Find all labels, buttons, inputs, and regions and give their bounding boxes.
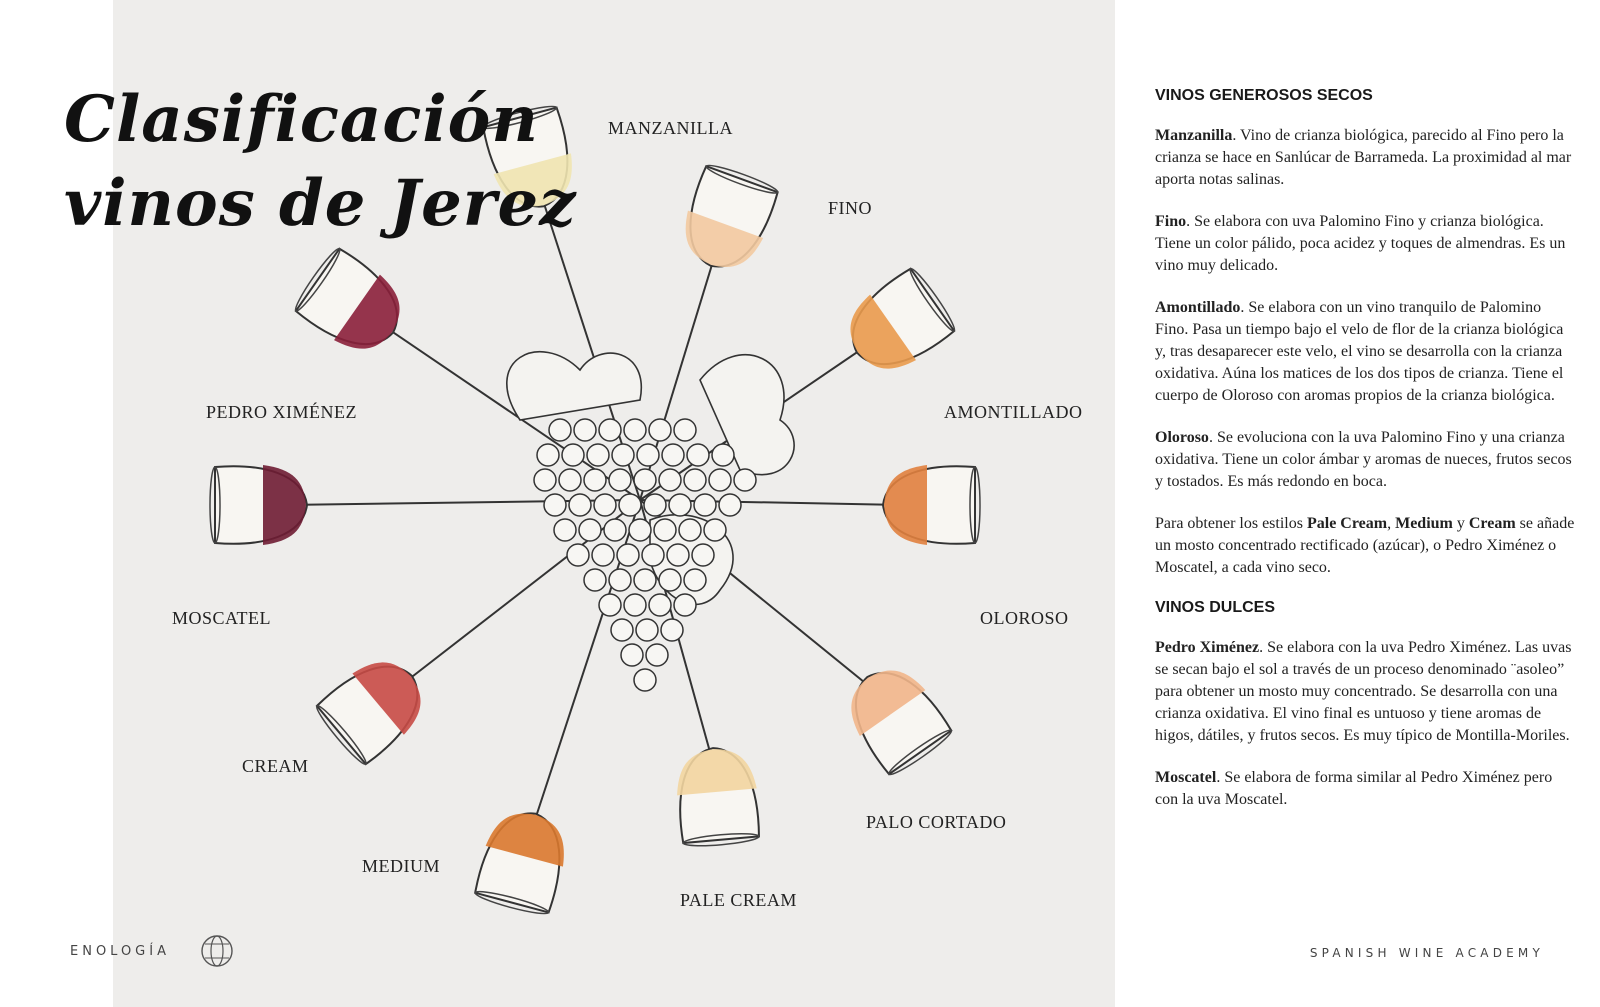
grape — [694, 494, 716, 516]
grape — [662, 444, 684, 466]
label-cream: CREAM — [242, 756, 309, 776]
entry-manzanilla: Manzanilla. Vino de crianza biológica, parecido al Fino pero la crianza se hace en Sanlúcar de Barrameda. La proximidad al mar aporta notas salinas. — [1155, 127, 1572, 188]
grape — [637, 444, 659, 466]
stem-cream — [395, 500, 640, 690]
grape — [534, 469, 556, 491]
grape — [649, 594, 671, 616]
grape — [544, 494, 566, 516]
label-pedro-ximenez: PEDRO XIMÉNEZ — [206, 402, 357, 422]
grape — [642, 544, 664, 566]
grape — [599, 419, 621, 441]
grape — [712, 444, 734, 466]
grape — [584, 469, 606, 491]
entry-moscatel: Moscatel. Se elabora de forma similar al Pedro Ximénez pero con la uva Moscatel. — [1155, 769, 1553, 808]
grape — [654, 519, 676, 541]
grape — [584, 569, 606, 591]
heading-sweet-wines: VINOS DULCES — [1155, 599, 1276, 616]
entry-oloroso: Oloroso. Se evoluciona con la uva Palomino Fino y una crianza oxidativa. Tiene un color ámbar y aromas de nueces, frutos secos y tostados. Es más redondo en boca. — [1155, 429, 1572, 490]
grape — [634, 569, 656, 591]
grape — [554, 519, 576, 541]
text-column — [1155, 85, 1575, 831]
grape — [661, 619, 683, 641]
grape — [634, 669, 656, 691]
grape — [659, 469, 681, 491]
grape — [636, 619, 658, 641]
glass-fino — [673, 161, 781, 280]
grape — [562, 444, 584, 466]
label-amontillado: AMONTILLADO — [944, 402, 1083, 422]
label-pale-cream: PALE CREAM — [680, 890, 797, 910]
barrel-icon — [200, 934, 234, 968]
grape — [624, 594, 646, 616]
section-label: ENOLOGÍA — [70, 944, 170, 959]
grape — [644, 494, 666, 516]
glass-pedro-ximenez — [291, 244, 416, 365]
vine-leaf — [507, 352, 641, 420]
grape — [704, 519, 726, 541]
grape — [621, 644, 643, 666]
glass-moscatel — [210, 465, 307, 545]
label-fino: FINO — [828, 198, 873, 218]
grape — [646, 644, 668, 666]
entry-cream-styles: Para obtener los estilos Pale Cream, Medium y Cream se añade un mosto concentrado rectificado (azúcar), o Pedro Ximénez o Moscatel, a cada vino seco. — [1155, 515, 1575, 576]
glass-medium — [472, 803, 574, 917]
grape — [692, 544, 714, 566]
grape — [667, 544, 689, 566]
grape — [619, 494, 641, 516]
glass-oloroso — [883, 465, 980, 545]
grape — [559, 469, 581, 491]
label-moscatel: MOSCATEL — [172, 608, 272, 628]
grape — [567, 544, 589, 566]
entry-fino: Fino. Se elabora con uva Palomino Fino y crianza biológica. Tiene un color pálido, poca acidez y toques de almendras. Es un vino muy delicado. — [1155, 213, 1566, 274]
grape — [624, 419, 646, 441]
grape — [609, 469, 631, 491]
grape — [609, 569, 631, 591]
grape — [684, 469, 706, 491]
grape — [684, 569, 706, 591]
grape — [687, 444, 709, 466]
grape — [579, 519, 601, 541]
grape — [587, 444, 609, 466]
grape-cluster — [507, 352, 794, 691]
grape — [734, 469, 756, 491]
title-line-2: vinos de Jerez — [64, 166, 577, 241]
glass-amontillado — [834, 264, 959, 385]
label-oloroso: OLOROSO — [980, 608, 1069, 628]
entry-pedro-ximenez: Pedro Ximénez. Se elabora con la uva Pedro Ximénez. Las uvas se secan bajo el sol a través de un proceso denominado ¨asoleo” para obtener un mosto muy concentrado. Se desarrolla con una crianza oxidativa. El vino final es untuoso y tiene aromas de higos, dátiles, y frutos secos. Es muy típico de Montilla-Moriles. — [1155, 639, 1572, 744]
glass-pale-cream — [673, 745, 761, 849]
label-medium: MEDIUM — [362, 856, 440, 876]
grape — [549, 419, 571, 441]
grape — [674, 419, 696, 441]
grape — [629, 519, 651, 541]
title-line-1: Clasificación — [64, 82, 539, 157]
grape — [569, 494, 591, 516]
grape — [679, 519, 701, 541]
grape — [612, 444, 634, 466]
grape — [719, 494, 741, 516]
grape — [659, 569, 681, 591]
grape — [592, 544, 614, 566]
glass-cream — [312, 645, 438, 769]
grape — [574, 419, 596, 441]
grape — [669, 494, 691, 516]
grape — [604, 519, 626, 541]
label-manzanilla: MANZANILLA — [608, 118, 733, 138]
label-palo-cortado: PALO CORTADO — [866, 812, 1007, 832]
heading-dry-fortified: VINOS GENEROSOS SECOS — [1155, 87, 1373, 104]
grape — [599, 594, 621, 616]
grape — [709, 469, 731, 491]
entry-amontillado: Amontillado. Se elabora con un vino tranquilo de Palomino Fino. Pasa un tiempo bajo el velo de flor de la crianza biológica y, tras desaparecer este velo, el vino se desarrolla con la crianza oxidativa. Aúna los matices de los dos tipos de crianza. Tiene el cuerpo de Oloroso con aromas propios de la crianza biológica. — [1155, 299, 1564, 404]
page-title — [64, 78, 577, 246]
grape — [674, 594, 696, 616]
grape — [617, 544, 639, 566]
grape — [537, 444, 559, 466]
brand-name: SPANISH WINE ACADEMY — [1309, 946, 1544, 960]
grape — [634, 469, 656, 491]
grape — [611, 619, 633, 641]
grape — [649, 419, 671, 441]
grape — [594, 494, 616, 516]
